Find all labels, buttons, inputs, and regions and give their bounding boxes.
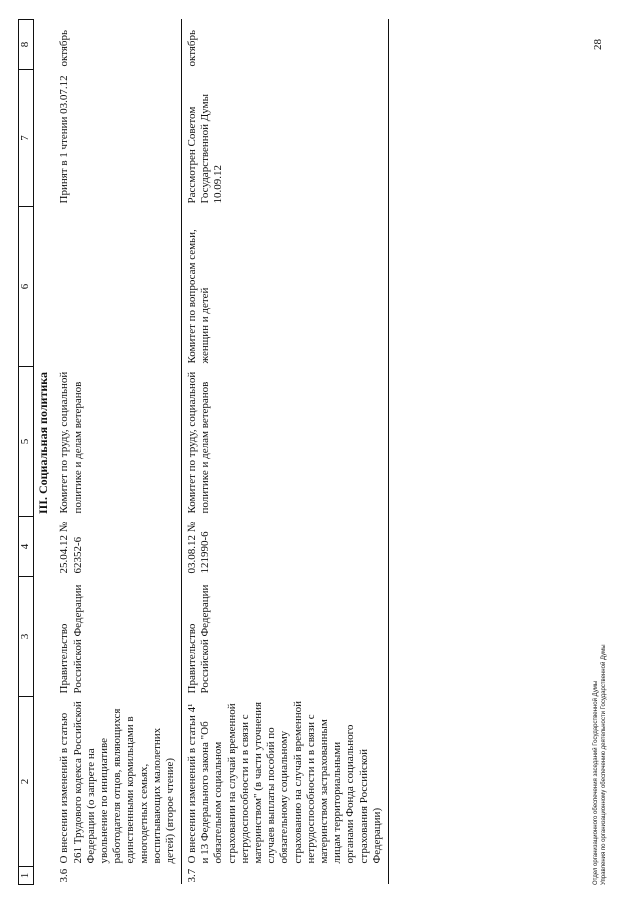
column-number: 8 [19,20,34,70]
column-number: 4 [19,517,34,577]
bill-title: О внесении изменений в статью 261 Трудового кодекса Российской Федерации (о запрете на увольнение по инициативе работодателя отцов, являющихся единственными кормильцами в многодетных семьях, воспитывающих малолетних детей) (второе чтение) [54,697,181,867]
column-number: 7 [19,70,34,207]
page-number: 28 [592,39,604,50]
bill-initiator: Правительство Российской Федерации [54,577,181,697]
column-number: 6 [19,207,34,367]
footer-directorate-line: Управления по организационному обеспечению деятельности Государственной Думы [601,644,607,885]
section-row [34,20,55,885]
bill-status: Рассмотрен Советом Государственной Думы 10.09.12 [182,70,389,207]
bill-title: О внесении изменений в статьи 4¹ и 13 Федерального закона "Об обязательном социальном страховании на случай временной нетрудоспособности и в связи с материнством" (в части уточнения случаев выплаты пособий по обязательному социальному страхованию на случай временной нетрудоспособности и в связи с материнством застрахованным лицам территориальными органами Фонда социального страхования Российской Федерации) [182,697,389,867]
co-committee: Комитет по вопросам семьи, женщин и детей [182,207,389,367]
section-title: III. Социальная политика [36,371,50,515]
page-footer [592,644,608,885]
column-number-row [19,20,34,885]
co-committee [54,207,181,367]
bill-date-number: 03.08.12 № 121990-6 [182,517,389,577]
bill-status: Принят в 1 чтении 03.07.12 [54,70,181,207]
responsible-committee: Комитет по труду, социальной политике и делам ветеранов [54,367,181,517]
column-number: 2 [19,697,34,867]
column-number: 5 [19,367,34,517]
column-number: 1 [19,867,34,885]
table-row [54,20,181,885]
row-number: 3.6 [54,867,181,885]
bill-initiator: Правительство Российской Федерации [182,577,389,697]
section-spacer [34,867,55,885]
table-row [182,20,389,885]
planned-month: октябрь [54,20,181,70]
bill-schedule-table-container [18,20,389,885]
responsible-committee: Комитет по труду, социальной политике и делам ветеранов [182,367,389,517]
planned-month: октябрь [182,20,389,70]
bill-date-number: 25.04.12 № 62352-6 [54,517,181,577]
footer-department-line: Отдел организационного обеспечения заседаний Государственной Думы [593,680,599,885]
row-number: 3.7 [182,867,389,885]
column-number: 3 [19,577,34,697]
bill-schedule-table [18,19,389,885]
